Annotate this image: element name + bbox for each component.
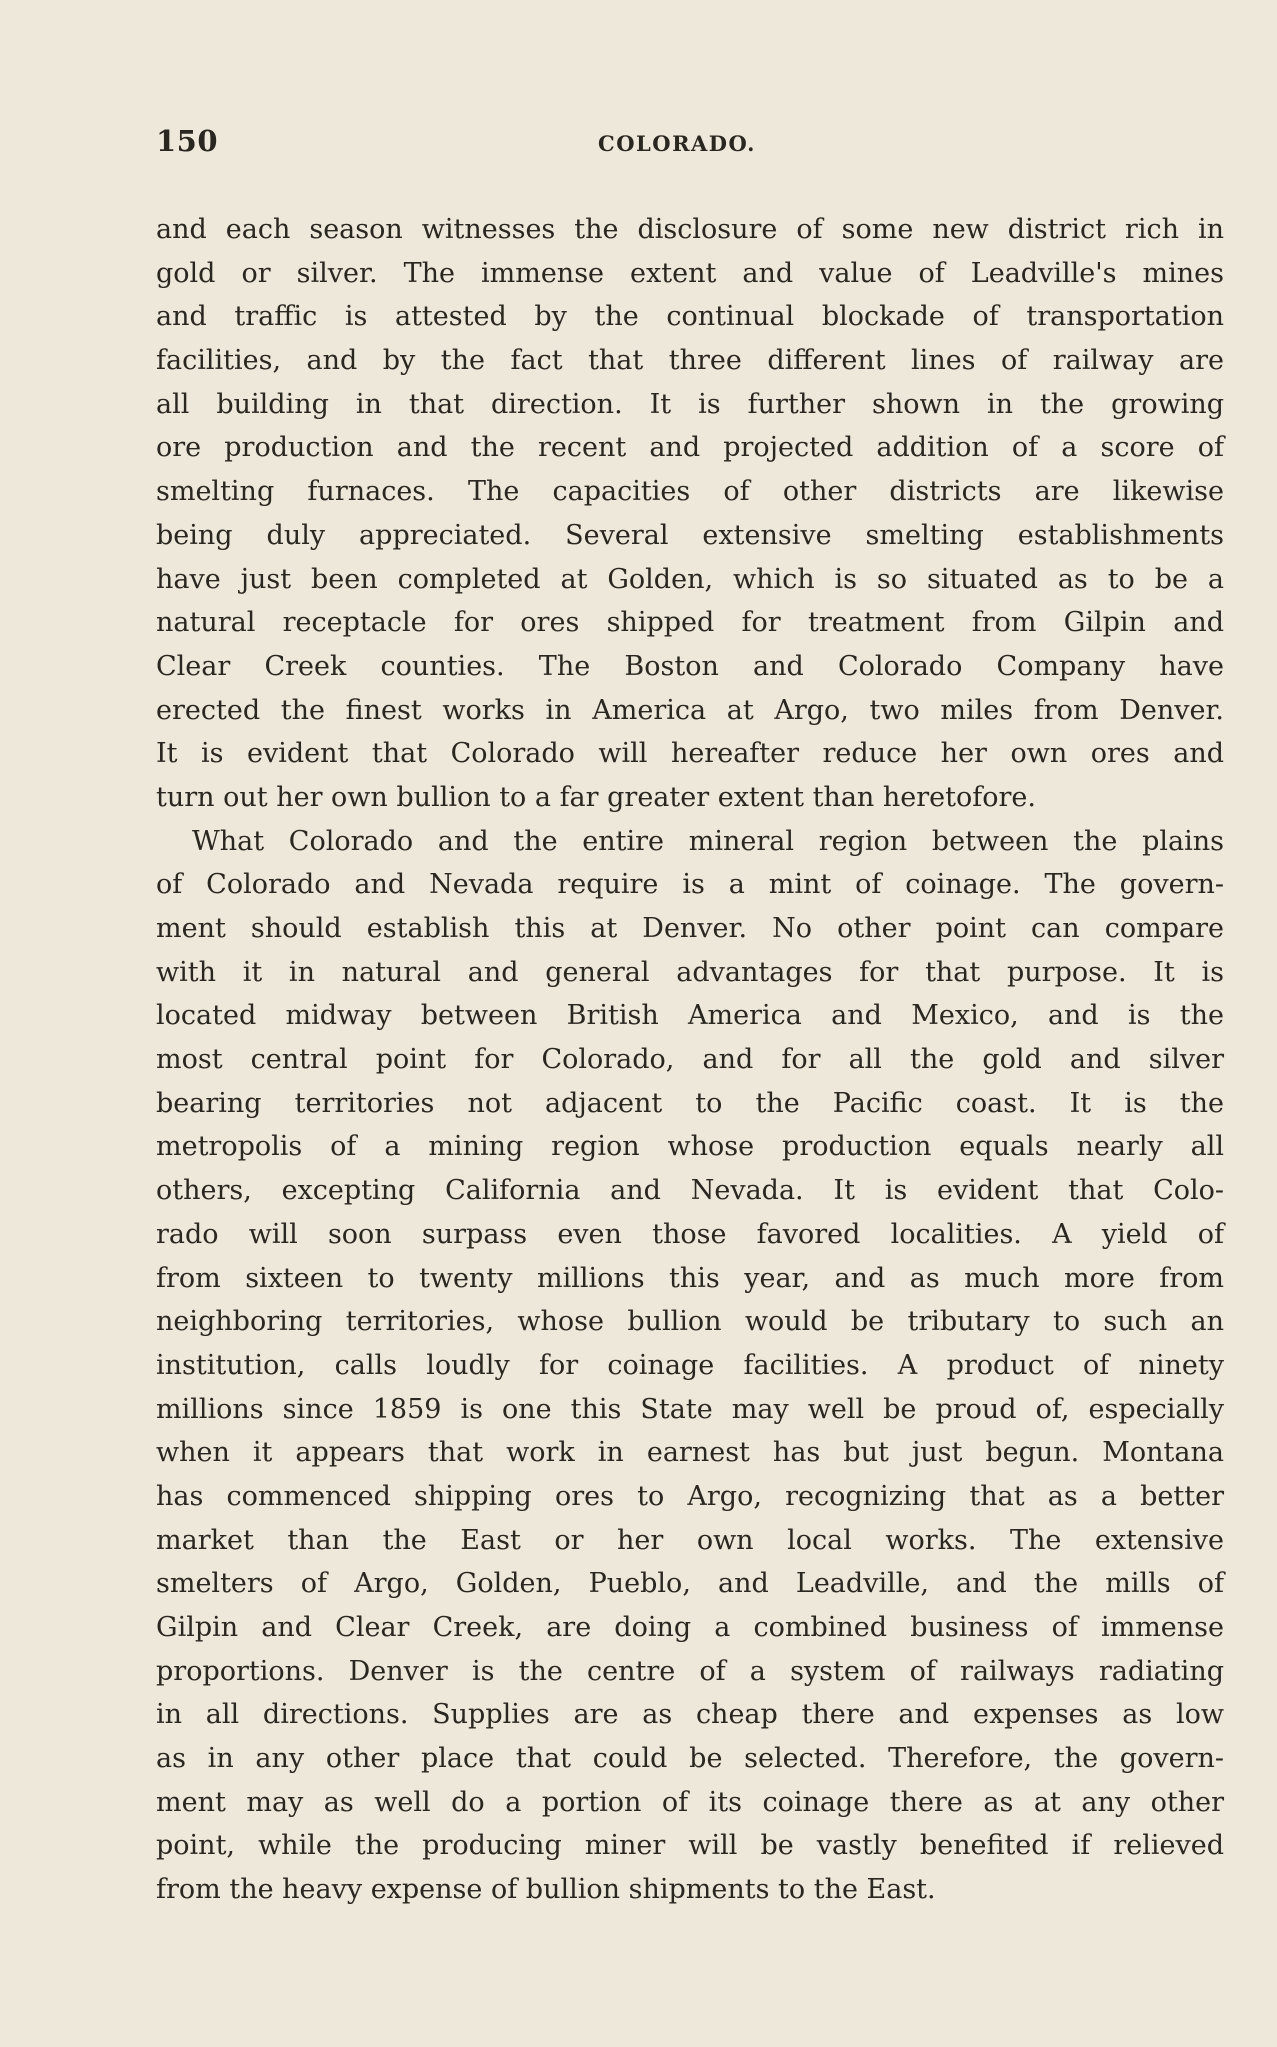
- text-line: most central point for Colorado, and for all the gold and silver: [156, 1044, 1224, 1076]
- body-text: [156, 208, 1224, 1912]
- text-line: gold or silver. The immense extent and value of Leadville's mines: [156, 257, 1224, 289]
- text-line: and traffic is attested by the continual blockade of transportation: [156, 301, 1224, 333]
- text-line: as in any other place that could be selected. Therefore, the govern-: [156, 1743, 1224, 1775]
- text-line: ment should establish this at Denver. No other point can compare: [156, 913, 1224, 944]
- text-line: institution, calls loudly for coinage facilities. A product of ninety: [156, 1349, 1224, 1381]
- text-line: ment may as well do a portion of its coinage there as at any other: [156, 1786, 1224, 1818]
- text-line: of Colorado and Nevada require is a mint of coinage. The govern-: [156, 869, 1224, 901]
- text-line: What Colorado and the entire mineral region between the plains: [192, 825, 1224, 857]
- text-line: with it in natural and general advantages for that purpose. It is: [156, 956, 1224, 988]
- text-line: from the heavy expense of bullion shipments to the East.: [156, 1874, 936, 1906]
- text-line: millions since 1859 is one this State may well be proud of, especially: [156, 1393, 1224, 1425]
- text-line: natural receptacle for ores shipped for treatment from Gilpin and: [156, 607, 1224, 639]
- text-line: Gilpin and Clear Creek, are doing a combined business of immense: [156, 1612, 1224, 1643]
- text-line: bearing territories not adjacent to the Pacific coast. It is the: [156, 1087, 1224, 1119]
- text-line: market than the East or her own local works. The extensive: [156, 1524, 1224, 1556]
- text-line: neighboring territories, whose bullion would be tributary to such an: [156, 1306, 1224, 1338]
- text-line: have just been completed at Golden, which is so situated as to be a: [156, 563, 1224, 595]
- text-line: rado will soon surpass even those favored localities. A yield of: [156, 1218, 1224, 1250]
- text-line: all building in that direction. It is further shown in the growing: [156, 388, 1224, 420]
- text-line: erected the finest works in America at Argo, two miles from Denver.: [156, 694, 1224, 726]
- text-line: smelting furnaces. The capacities of other districts are likewise: [156, 476, 1224, 508]
- text-line: proportions. Denver is the centre of a system of railways radiating: [156, 1655, 1224, 1687]
- text-line: It is evident that Colorado will hereafter reduce her own ores and: [156, 738, 1224, 770]
- text-line: ore production and the recent and projected addition of a score of: [156, 432, 1224, 464]
- text-line: in all directions. Supplies are as cheap there and expenses as low: [156, 1699, 1224, 1731]
- text-line: located midway between British America and Mexico, and is the: [156, 1000, 1224, 1032]
- text-line: others, excepting California and Nevada. It is evident that Colo-: [156, 1175, 1224, 1207]
- text-line: when it appears that work in earnest has but just begun. Montana: [156, 1437, 1224, 1469]
- text-line: facilities, and by the fact that three different lines of railway are: [156, 345, 1224, 377]
- text-line: smelters of Argo, Golden, Pueblo, and Leadville, and the mills of: [156, 1568, 1224, 1600]
- text-line: being duly appreciated. Several extensive smelting establishments: [156, 519, 1224, 551]
- running-head: COLORADO.: [598, 131, 756, 156]
- text-line: has commenced shipping ores to Argo, recognizing that as a better: [156, 1480, 1224, 1512]
- text-line: point, while the producing miner will be vastly benefited if relieved: [156, 1830, 1224, 1862]
- text-line: metropolis of a mining region whose production equals nearly all: [156, 1131, 1224, 1163]
- text-line: from sixteen to twenty millions this year, and as much more from: [156, 1262, 1224, 1294]
- text-line: turn out her own bullion to a far greater extent than heretofore.: [156, 781, 1036, 813]
- text-line: and each season witnesses the disclosure of some new district rich in: [156, 214, 1224, 245]
- page-number: 150: [156, 124, 219, 158]
- text-line: Clear Creek counties. The Boston and Colorado Company have: [156, 650, 1224, 682]
